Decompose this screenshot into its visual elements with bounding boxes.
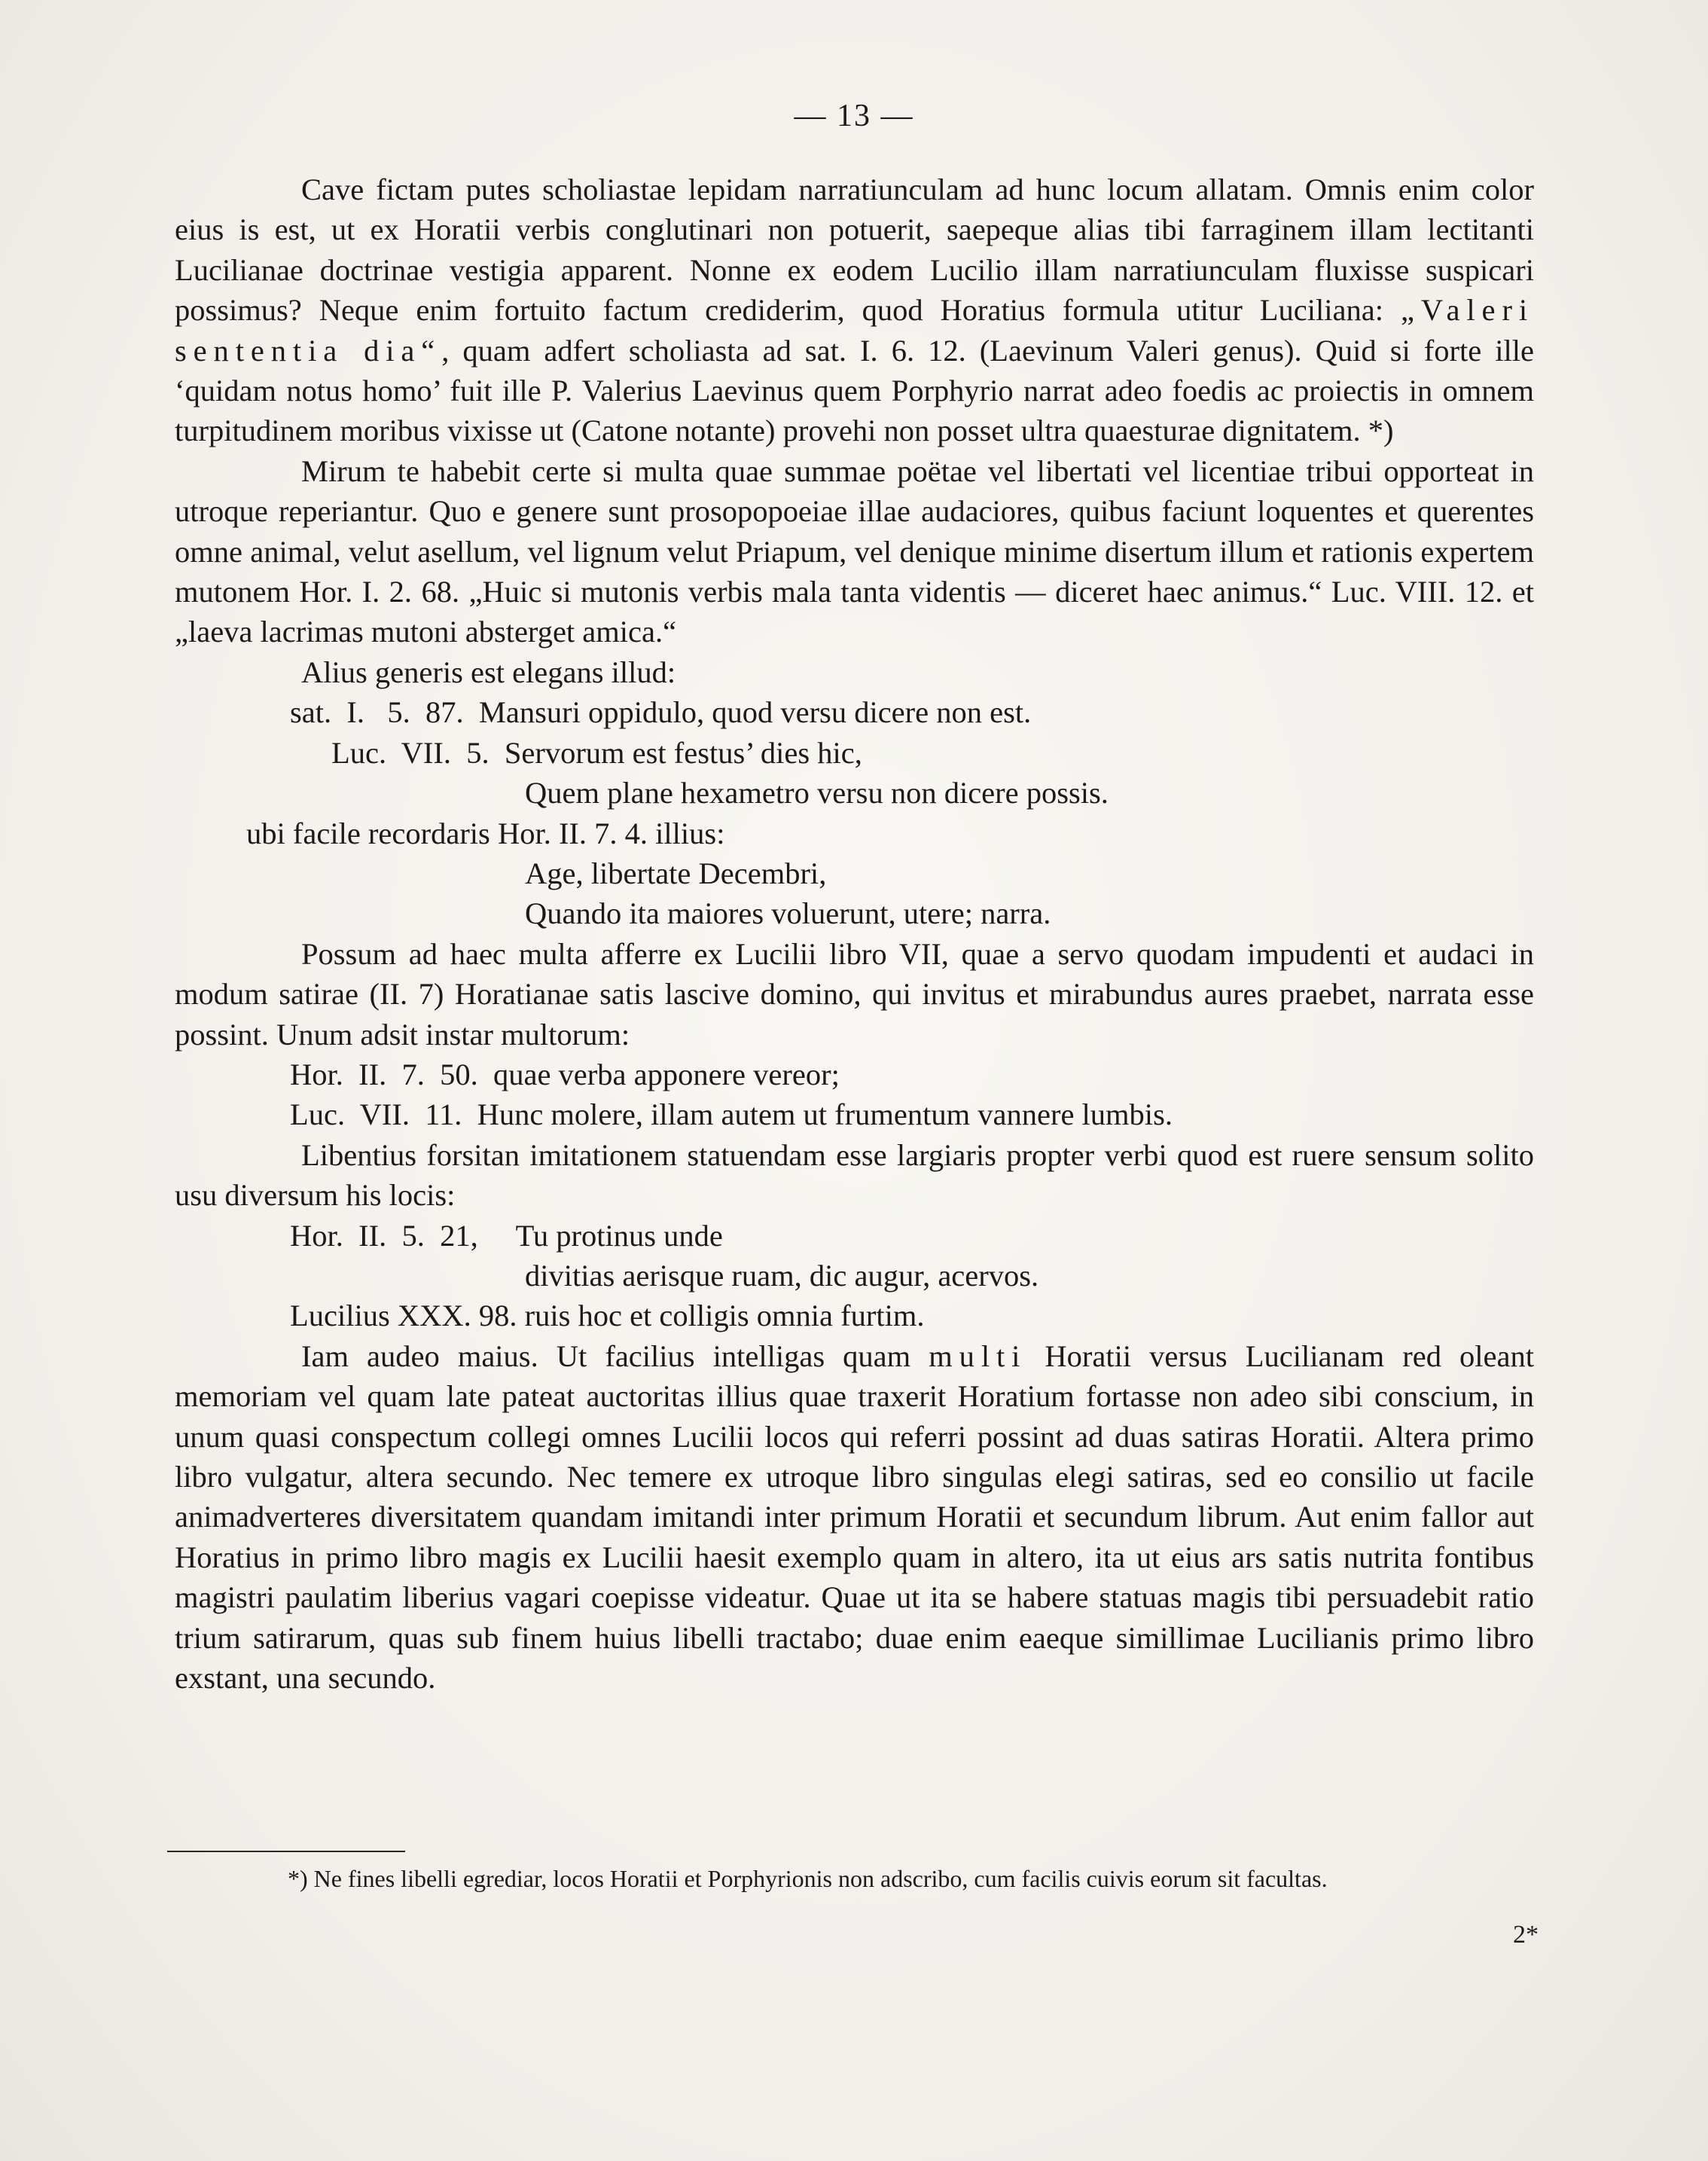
footnote [175, 1862, 1534, 1896]
paragraph-3: Alius generis est elegans illud: [301, 655, 676, 689]
quote-line: Luc. VII. 5. Servorum est festus’ dies hic, [331, 735, 862, 770]
quote-line: divitias aerisque ruam, dic augur, acervos. [525, 1258, 1039, 1293]
quote-line: Hor. II. 7. 50. quae verba apponere vereor; [290, 1057, 840, 1091]
quote-line: Luc. VII. 11. Hunc molere, illam autem ut frumentum vannere lumbis. [290, 1097, 1173, 1132]
paragraph-5: Libentius forsitan imitationem statuendam esse largiaris propter verbi quod est ruere sensum solito usu diversum his locis: [175, 1137, 1534, 1213]
body-text [175, 169, 1534, 1698]
paragraph-2: Mirum te habebit certe si multa quae summae poëtae vel libertati vel licentiae tribui opporteat in utroque reperiantur. Quo e genere sunt prosopopoeiae illae audaciores, quibus faciunt loquentes et querentes omne animal, velut asellum, vel lignum velut Priapum, vel denique minime disertum illum et rationis expertem mutonem Hor. I. 2. 68. „Huic si mutonis verbis mala tanta videntis — diceret haec animus.“ Luc. VIII. 12. et „laeva lacrimas mutoni absterget amica.“ [175, 453, 1534, 649]
footnote-text: *) Ne fines libelli egrediar, locos Horatii et Porphyrionis non adscribo, cum facilis cuivis eorum sit facultas. [288, 1865, 1328, 1892]
quote-line: Quem plane hexametro versu non dicere possis. [525, 776, 1109, 810]
quote-line: Age, libertate Decembri, [525, 856, 827, 890]
p6-spaced-word: multi [929, 1338, 1027, 1373]
paragraph-6 [175, 1336, 1534, 1699]
footnote-rule [167, 1851, 405, 1852]
p6-text-a: Iam audeo maius. Ut facilius intelligas quam [301, 1338, 911, 1373]
p1-quote: „Valeri sententia dia“ [175, 293, 1535, 368]
quote-line: Hor. II. 5. 21, Tu protinus unde [290, 1218, 723, 1253]
paragraph-1 [175, 169, 1534, 451]
quote-line: sat. I. 5. 87. Mansuri oppidulo, quod versu dicere non est. [290, 695, 1032, 730]
p1-text: Cave fictam putes scholiastae lepidam narratiunculam ad hunc locum allatam. Omnis enim color eius is est, ut ex Horatii verbis conglutinari non potuerit, saepeque alias tibi farraginem illam lectitanti Lucilianae doctrinae vestigia apparent. Nonne ex eodem Lucilio illam narratiunculam fluxisse suspicari possimus? Neque enim fortuito factum crediderim, quod Horatius formula utitur Luciliana: [175, 172, 1534, 328]
p6-text-b: Horatii versus Lucilianam red oleant memoriam vel quam late pateat auctoritas illius quae traxerit Horatium fortasse non adeo sibi conscium, in unum quasi conspectum collegi omnes Lucilii locos qui referri possint ad duas satiras Horatii. Altera primo libro vulgatur, altera secundo. Nec temere ex utroque libro singulas elegi satiras, sed eo consilio ut facile animadverteres diversitatem quandam imitandi inter primum Horatii et secundum librum. Aut enim fallor aut Horatius in primo libro magis ex Lucilii haesit exemplo quam in altero, ita ut eius ars satis nutrita fontibus magistri paulatim liberius vagari coepisse videatur. Quae ut ita se habere statuas magis tibi persuadebit ratio trium satirarum, quas sub finem huius libelli tractabo; duae enim eaeque simillimae Lucilianis primo libro exstant, una secundo. [175, 1338, 1534, 1696]
paragraph-4: Possum ad haec multa afferre ex Lucilii libro VII, quae a servo quodam impudenti et audaci in modum satirae (II. 7) Horatianae satis lascive domino, qui invitus et mirabundus aures praebet, narrata esse possint. Unum adsit instar multorum: [175, 936, 1534, 1052]
signature-mark: 2* [1513, 1921, 1539, 1949]
quote-line: Lucilius XXX. 98. ruis hoc et colligis omnia furtim. [290, 1299, 925, 1333]
page-number: — 13 — [794, 99, 914, 133]
p1-mid: , quam adfert scholiasta ad sat. I. 6. 12. (Laevinum Valeri genus). Quid si forte ille ‘quidam notus homo’ fuit ille P. Valerius Laevinus quem Porphyrio narrat adeo foedis ac proiectis in omnem turpitudinem moribus vixisse ut (Catone notante) provehi non posset ultra quaesturae dignitatem. *) [175, 333, 1534, 448]
quote-line: Quando ita maiores voluerunt, utere; narra. [525, 896, 1051, 931]
quote-line: ubi facile recordaris Hor. II. 7. 4. illius: [246, 816, 725, 850]
